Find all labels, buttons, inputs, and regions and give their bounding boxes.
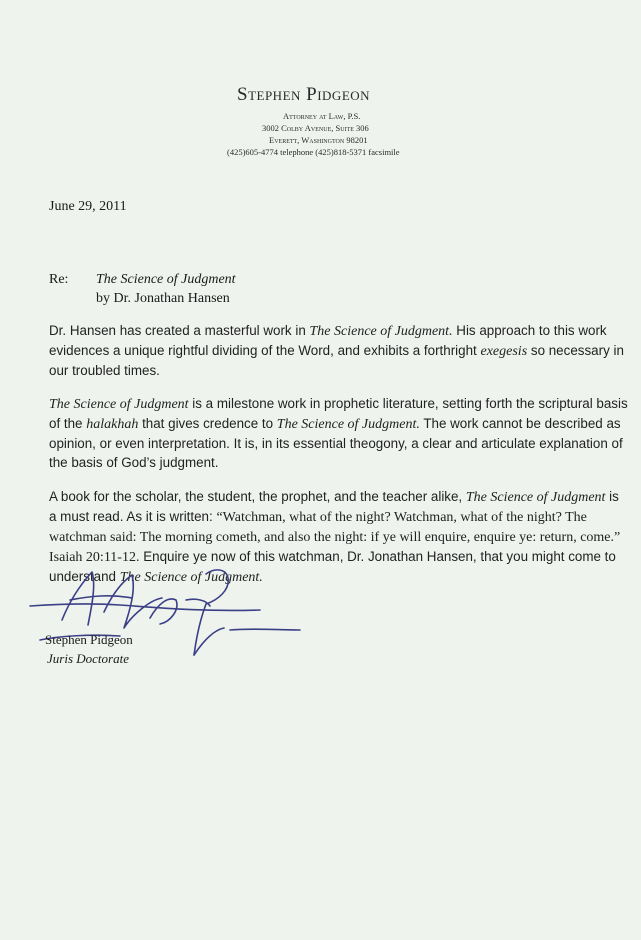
re-title: The Science of Judgment bbox=[96, 272, 236, 287]
signature-title: Juris Doctorate bbox=[47, 651, 129, 666]
paragraph-1: Dr. Hansen has created a masterful work in The Science of Judgment. His approach to this work evidences a unique rightful dividing of the Word, and exhibits a forthright exegesis so necessary in our troubled times. bbox=[49, 323, 624, 378]
letterhead-title: Attorney at Law, P.S. bbox=[283, 111, 361, 121]
letterhead-phone: (425)605-4774 telephone (425)818-5371 facsimile bbox=[227, 147, 400, 157]
re-byline: by Dr. Jonathan Hansen bbox=[96, 291, 230, 306]
letter-date: June 29, 2011 bbox=[49, 199, 127, 214]
signature-name: Stephen Pidgeon bbox=[45, 632, 133, 647]
letterhead-address: 3002 Colby Avenue, Suite 306 bbox=[262, 123, 369, 133]
letterhead-city: Everett, Washington 98201 bbox=[269, 135, 368, 145]
paragraph-2: The Science of Judgment is a milestone work in prophetic literature, setting forth the scriptural basis of the halakhah that gives credence to The Science of Judgment. The work cannot be described as opinion, or even interpretation. It is, in its essential theogony, a clear and articulate explanation of the basis of God’s judgment. bbox=[49, 396, 628, 470]
letterhead-name: Stephen Pidgeon bbox=[237, 84, 371, 105]
re-label: Re: bbox=[49, 272, 69, 287]
paragraph-3: A book for the scholar, the student, the prophet, and the teacher alike, The Science of Judgment is a must read. As it is written: “Watchman, what of the night? Watchman, what of the night? The watchman said: The morning cometh, and also the night: if ye will enquire, enquire ye: return, come.” Isaiah 20:11-12. Enquire ye now of this watchman, Dr. Jonathan Hansen, that you might come to understand The Science of Judgment. bbox=[49, 489, 621, 585]
